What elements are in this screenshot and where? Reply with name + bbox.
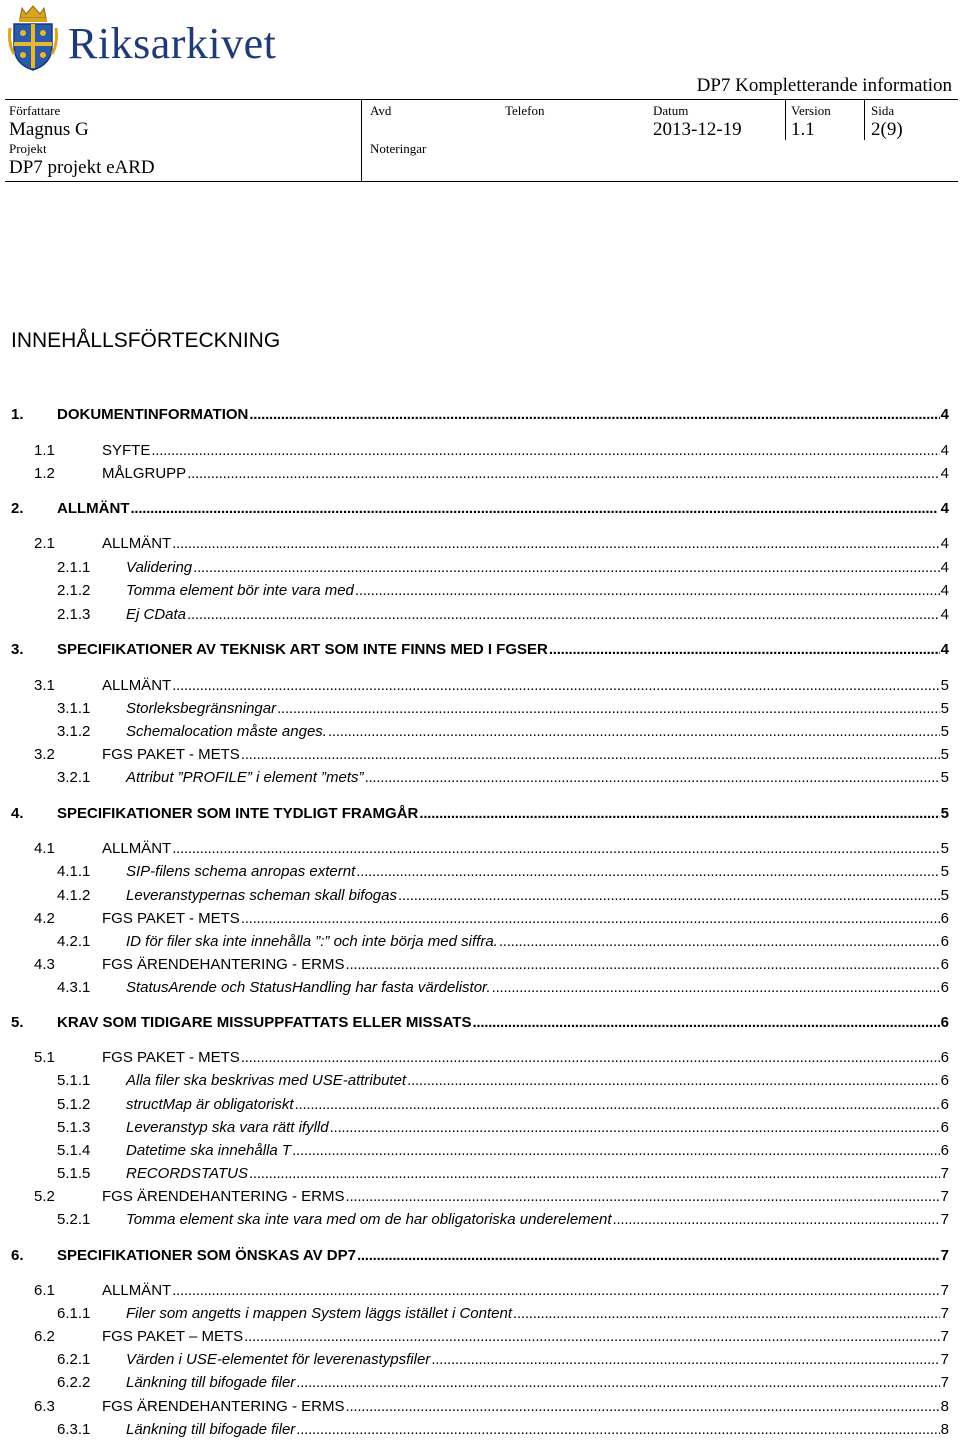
toc-entry-page: 6 [940, 933, 949, 950]
toc-entry[interactable] [57, 1094, 949, 1116]
toc-dot-leader [277, 698, 940, 720]
toc-entry-title: ALLMÄNT [57, 500, 130, 517]
toc-entry-number: 4.3 [34, 956, 55, 973]
toc-entry-title: ALLMÄNT [102, 677, 172, 694]
toc-dot-leader [513, 1303, 940, 1325]
toc-entry-page: 7 [940, 1305, 949, 1322]
toc-dot-leader [346, 1186, 940, 1208]
version-value: 1.1 [791, 119, 815, 140]
toc-dot-leader [296, 1419, 939, 1441]
toc-dot-leader [172, 533, 939, 555]
toc-entry-page: 5 [940, 677, 949, 694]
toc-entry[interactable] [11, 1245, 949, 1267]
toc-entry[interactable] [57, 1163, 949, 1185]
toc-dot-leader [407, 1070, 940, 1092]
toc-entry[interactable] [57, 885, 949, 907]
toc-entry-number: 5.1.4 [57, 1142, 91, 1159]
toc-entry-number: 3.2 [34, 746, 55, 763]
toc-entry-number: 6.3.1 [57, 1421, 91, 1438]
toc-entry-number: 5.2 [34, 1188, 55, 1205]
toc-entry-title: ALLMÄNT [102, 535, 172, 552]
toc-entry-number: 5.1.3 [57, 1119, 91, 1136]
toc-entry[interactable] [11, 639, 949, 661]
date-value: 2013-12-19 [653, 119, 742, 140]
toc-entry-number: 2. [11, 500, 24, 517]
toc-entry-page: 4 [940, 406, 949, 423]
toc-entry-page: 7 [940, 1188, 949, 1205]
toc-entry-title: Validering [126, 559, 193, 576]
toc-entry-page: 6 [940, 979, 949, 996]
toc-entry-title: SPECIFIKATIONER SOM INTE TYDLIGT FRAMGÅR [57, 805, 419, 822]
phone-label: Telefon [505, 103, 545, 118]
toc-entry-number: 4. [11, 805, 24, 822]
toc-entry-title: Alla filer ska beskrivas med USE-attributet [126, 1072, 407, 1089]
toc-dot-leader [295, 1094, 940, 1116]
toc-entry[interactable] [11, 1012, 949, 1034]
toc-entry-number: 3.1.2 [57, 723, 91, 740]
toc-dot-leader [346, 1396, 940, 1418]
toc-entry-number: 6.1.1 [57, 1305, 91, 1322]
toc-entry-number: 4.1 [34, 840, 55, 857]
toc-dot-leader [346, 954, 940, 976]
toc-dot-leader [187, 463, 939, 485]
toc-dot-leader [357, 1245, 940, 1267]
version-label: Version [791, 103, 831, 118]
toc-dot-leader [241, 908, 940, 930]
toc-entry-title: Leveranstypernas scheman skall bifogas [126, 887, 397, 904]
toc-entry[interactable] [57, 1349, 949, 1371]
header-bottom-rule [5, 181, 958, 182]
toc-entry-title: FGS PAKET – METS [102, 1328, 244, 1345]
toc-entry-page: 7 [940, 1247, 949, 1264]
toc-entry-number: 6.2.2 [57, 1374, 91, 1391]
toc-entry-page: 4 [940, 465, 949, 482]
header-divider [864, 99, 865, 140]
toc-entry-title: Tomma element ska inte vara med om de har obligatoriska underelement [126, 1211, 612, 1228]
toc-entry-page: 8 [940, 1421, 949, 1438]
toc-dot-leader [328, 721, 940, 743]
toc-entry-page: 5 [940, 746, 949, 763]
toc-entry-page: 4 [940, 500, 949, 517]
notes-label: Noteringar [370, 141, 427, 156]
toc-dot-leader [398, 885, 940, 907]
toc-entry-number: 4.1.1 [57, 863, 91, 880]
toc-dot-leader [172, 1280, 939, 1302]
page-value: 2(9) [871, 119, 903, 140]
toc-entry[interactable] [34, 533, 949, 555]
toc-entry-page: 5 [940, 840, 949, 857]
toc-entry-title: DOKUMENTINFORMATION [57, 406, 249, 423]
toc-entry-title: StatusArende och StatusHandling har fasta värdelistor. [126, 979, 491, 996]
toc-dot-leader [172, 675, 939, 697]
author-label: Författare [9, 103, 61, 118]
toc-entry[interactable] [34, 1186, 949, 1208]
toc-entry[interactable] [34, 838, 949, 860]
toc-dot-leader [193, 557, 940, 579]
toc-dot-leader [241, 1047, 940, 1069]
toc-entry-title: FGS ÄRENDEHANTERING - ERMS [102, 956, 345, 973]
toc-entry-number: 5.2.1 [57, 1211, 91, 1228]
toc-entry[interactable] [57, 721, 949, 743]
toc-dot-leader [249, 1163, 940, 1185]
toc-entry[interactable] [57, 767, 949, 789]
toc-entry-title: ALLMÄNT [102, 1282, 172, 1299]
author-value: Magnus G [9, 119, 89, 140]
toc-entry-page: 6 [940, 1096, 949, 1113]
toc-entry-page: 6 [940, 1014, 949, 1031]
toc-entry[interactable] [57, 977, 949, 999]
toc-entry[interactable] [57, 1117, 949, 1139]
toc-entry-page: 5 [940, 700, 949, 717]
toc-entry-title: MÅLGRUPP [102, 465, 187, 482]
toc-entry-page: 6 [940, 910, 949, 927]
toc-entry-title: SIP-filens schema anropas externt [126, 863, 356, 880]
toc-entry-page: 5 [940, 723, 949, 740]
toc-entry[interactable] [34, 908, 949, 930]
toc-dot-leader [499, 931, 940, 953]
toc-entry-page: 6 [940, 1119, 949, 1136]
toc-entry-title: Ej CData [126, 606, 187, 623]
toc-entry-page: 5 [940, 769, 949, 786]
toc-entry-number: 2.1.3 [57, 606, 91, 623]
toc-entry-title: SPECIFIKATIONER AV TEKNISK ART SOM INTE FINNS MED I FGSER [57, 641, 548, 658]
coat-of-arms-icon [8, 4, 58, 72]
toc-entry-number: 1.1 [34, 442, 55, 459]
riksarkivet-logo [8, 4, 308, 74]
toc-entry[interactable] [57, 1372, 949, 1394]
toc-entry-title: ALLMÄNT [102, 840, 172, 857]
toc-dot-leader [292, 1140, 940, 1162]
toc-entry-page: 4 [940, 606, 949, 623]
toc-entry-page: 6 [940, 956, 949, 973]
toc-entry-number: 1.2 [34, 465, 55, 482]
toc-entry[interactable] [57, 1419, 949, 1441]
toc-entry-title: SPECIFIKATIONER SOM ÖNSKAS AV DP7 [57, 1247, 356, 1264]
toc-entry-number: 4.3.1 [57, 979, 91, 996]
toc-entry-page: 5 [940, 863, 949, 880]
toc-entry[interactable] [11, 404, 949, 426]
toc-entry-page: 7 [940, 1282, 949, 1299]
toc-entry[interactable] [57, 698, 949, 720]
toc-entry-number: 5.1.5 [57, 1165, 91, 1182]
toc-dot-leader [472, 1012, 939, 1034]
toc-entry[interactable] [57, 1070, 949, 1092]
toc-entry[interactable] [11, 803, 949, 825]
toc-entry-title: structMap är obligatoriskt [126, 1096, 294, 1113]
toc-entry-number: 6.2 [34, 1328, 55, 1345]
toc-entry-page: 4 [940, 442, 949, 459]
toc-entry[interactable] [57, 557, 949, 579]
toc-dot-leader [330, 1117, 940, 1139]
toc-entry-title: Datetime ska innehålla T [126, 1142, 292, 1159]
toc-entry-title: Storleksbegränsningar [126, 700, 277, 717]
toc-entry-title: Tomma element bör inte vara med [126, 582, 354, 599]
toc-entry-page: 7 [940, 1374, 949, 1391]
toc-entry[interactable] [57, 1140, 949, 1162]
toc-entry-number: 2.1 [34, 535, 55, 552]
toc-entry-number: 5.1 [34, 1049, 55, 1066]
toc-entry-number: 3. [11, 641, 24, 658]
toc-heading: INNEHÅLLSFÖRTECKNING [11, 329, 281, 352]
toc-entry-number: 3.1.1 [57, 700, 91, 717]
toc-dot-leader [172, 838, 939, 860]
date-label: Datum [653, 103, 689, 118]
toc-entry[interactable] [57, 1303, 949, 1325]
toc-entry[interactable] [57, 861, 949, 883]
toc-entry-page: 6 [940, 1049, 949, 1066]
toc-entry[interactable] [11, 498, 949, 520]
toc-entry-number: 5.1.2 [57, 1096, 91, 1113]
toc-entry-title: Värden i USE-elementet för leverenastypsfiler [126, 1351, 431, 1368]
toc-entry-page: 7 [940, 1165, 949, 1182]
toc-entry-page: 4 [940, 535, 949, 552]
header-divider [785, 99, 786, 140]
toc-dot-leader [187, 604, 940, 626]
toc-entry-number: 6.1 [34, 1282, 55, 1299]
toc-entry-page: 4 [940, 559, 949, 576]
toc-entry-number: 4.1.2 [57, 887, 91, 904]
toc-entry-title: FGS PAKET - METS [102, 1049, 240, 1066]
toc-entry[interactable] [34, 1396, 949, 1418]
toc-entry-page: 7 [940, 1351, 949, 1368]
toc-entry[interactable] [34, 675, 949, 697]
project-label: Projekt [9, 141, 47, 156]
toc-entry-number: 6.2.1 [57, 1351, 91, 1368]
toc-entry-page: 4 [940, 582, 949, 599]
toc-entry-page: 5 [940, 887, 949, 904]
toc-dot-leader [549, 639, 940, 661]
toc-entry-number: 5. [11, 1014, 24, 1031]
toc-entry-page: 5 [940, 805, 949, 822]
toc-entry-page: 4 [940, 641, 949, 658]
toc-dot-leader [492, 977, 940, 999]
toc-entry-title: Schemalocation måste anges. [126, 723, 327, 740]
toc-entry[interactable] [34, 463, 949, 485]
toc-entry-title: Länkning till bifogade filer [126, 1374, 296, 1391]
toc-entry[interactable] [34, 440, 949, 462]
toc-dot-leader [355, 580, 940, 602]
toc-entry-page: 7 [940, 1211, 949, 1228]
document-header-table [5, 99, 958, 181]
project-value: DP7 projekt eARD [9, 157, 155, 178]
toc-entry-title: ID för filer ska inte innehålla ”:” och inte börja med siffra. [126, 933, 498, 950]
toc-entry[interactable] [34, 1047, 949, 1069]
toc-entry-number: 6.3 [34, 1398, 55, 1415]
toc-dot-leader [151, 440, 939, 462]
toc-entry-page: 6 [940, 1142, 949, 1159]
toc-entry-number: 3.1 [34, 677, 55, 694]
toc-dot-leader [130, 498, 939, 520]
toc-entry-title: FGS ÄRENDEHANTERING - ERMS [102, 1188, 345, 1205]
document-title: DP7 Kompletterande information [696, 75, 952, 96]
toc-entry-page: 7 [940, 1328, 949, 1345]
toc-entry[interactable] [34, 1280, 949, 1302]
toc-entry-number: 2.1.2 [57, 582, 91, 599]
brand-name: Riksarkivet [68, 19, 277, 68]
toc-entry[interactable] [57, 580, 949, 602]
toc-entry[interactable] [34, 1326, 949, 1348]
toc-dot-leader [431, 1349, 939, 1371]
toc-entry-number: 3.2.1 [57, 769, 91, 786]
toc-dot-leader [365, 767, 940, 789]
toc-entry-number: 2.1.1 [57, 559, 91, 576]
toc-dot-leader [613, 1209, 940, 1231]
toc-entry-number: 6. [11, 1247, 24, 1264]
toc-entry-title: RECORDSTATUS [126, 1165, 248, 1182]
toc-entry-number: 4.2 [34, 910, 55, 927]
toc-entry-title: FGS ÄRENDEHANTERING - ERMS [102, 1398, 345, 1415]
toc-entry-title: FGS PAKET - METS [102, 910, 240, 927]
toc-entry-page: 8 [940, 1398, 949, 1415]
toc-dot-leader [244, 1326, 940, 1348]
toc-entry-number: 5.1.1 [57, 1072, 91, 1089]
department-label: Avd [370, 103, 392, 118]
toc-dot-leader [356, 861, 939, 883]
toc-entry[interactable] [34, 744, 949, 766]
toc-entry-title: FGS PAKET - METS [102, 746, 240, 763]
header-top-rule [5, 99, 958, 100]
toc-entry-title: SYFTE [102, 442, 151, 459]
toc-entry-title: Leveranstyp ska vara rätt ifylld [126, 1119, 329, 1136]
toc-entry[interactable] [57, 604, 949, 626]
toc-dot-leader [249, 404, 939, 426]
toc-dot-leader [296, 1372, 939, 1394]
toc-entry-title: Attribut ”PROFILE” i element ”mets” [126, 769, 364, 786]
toc-entry[interactable] [57, 1209, 949, 1231]
toc-entry-number: 4.2.1 [57, 933, 91, 950]
toc-entry-title: Filer som angetts i mappen System läggs istället i Content [126, 1305, 513, 1322]
page-label: Sida [871, 103, 895, 118]
header-divider [361, 99, 362, 181]
toc-entry-number: 1. [11, 406, 24, 423]
toc-entry[interactable] [57, 931, 949, 953]
toc-dot-leader [419, 803, 939, 825]
toc-dot-leader [241, 744, 940, 766]
toc-entry-page: 6 [940, 1072, 949, 1089]
toc-entry-title: KRAV SOM TIDIGARE MISSUPPFATTATS ELLER MISSATS [57, 1014, 472, 1031]
toc-entry-title: Länkning till bifogade filer [126, 1421, 296, 1438]
toc-entry[interactable] [34, 954, 949, 976]
